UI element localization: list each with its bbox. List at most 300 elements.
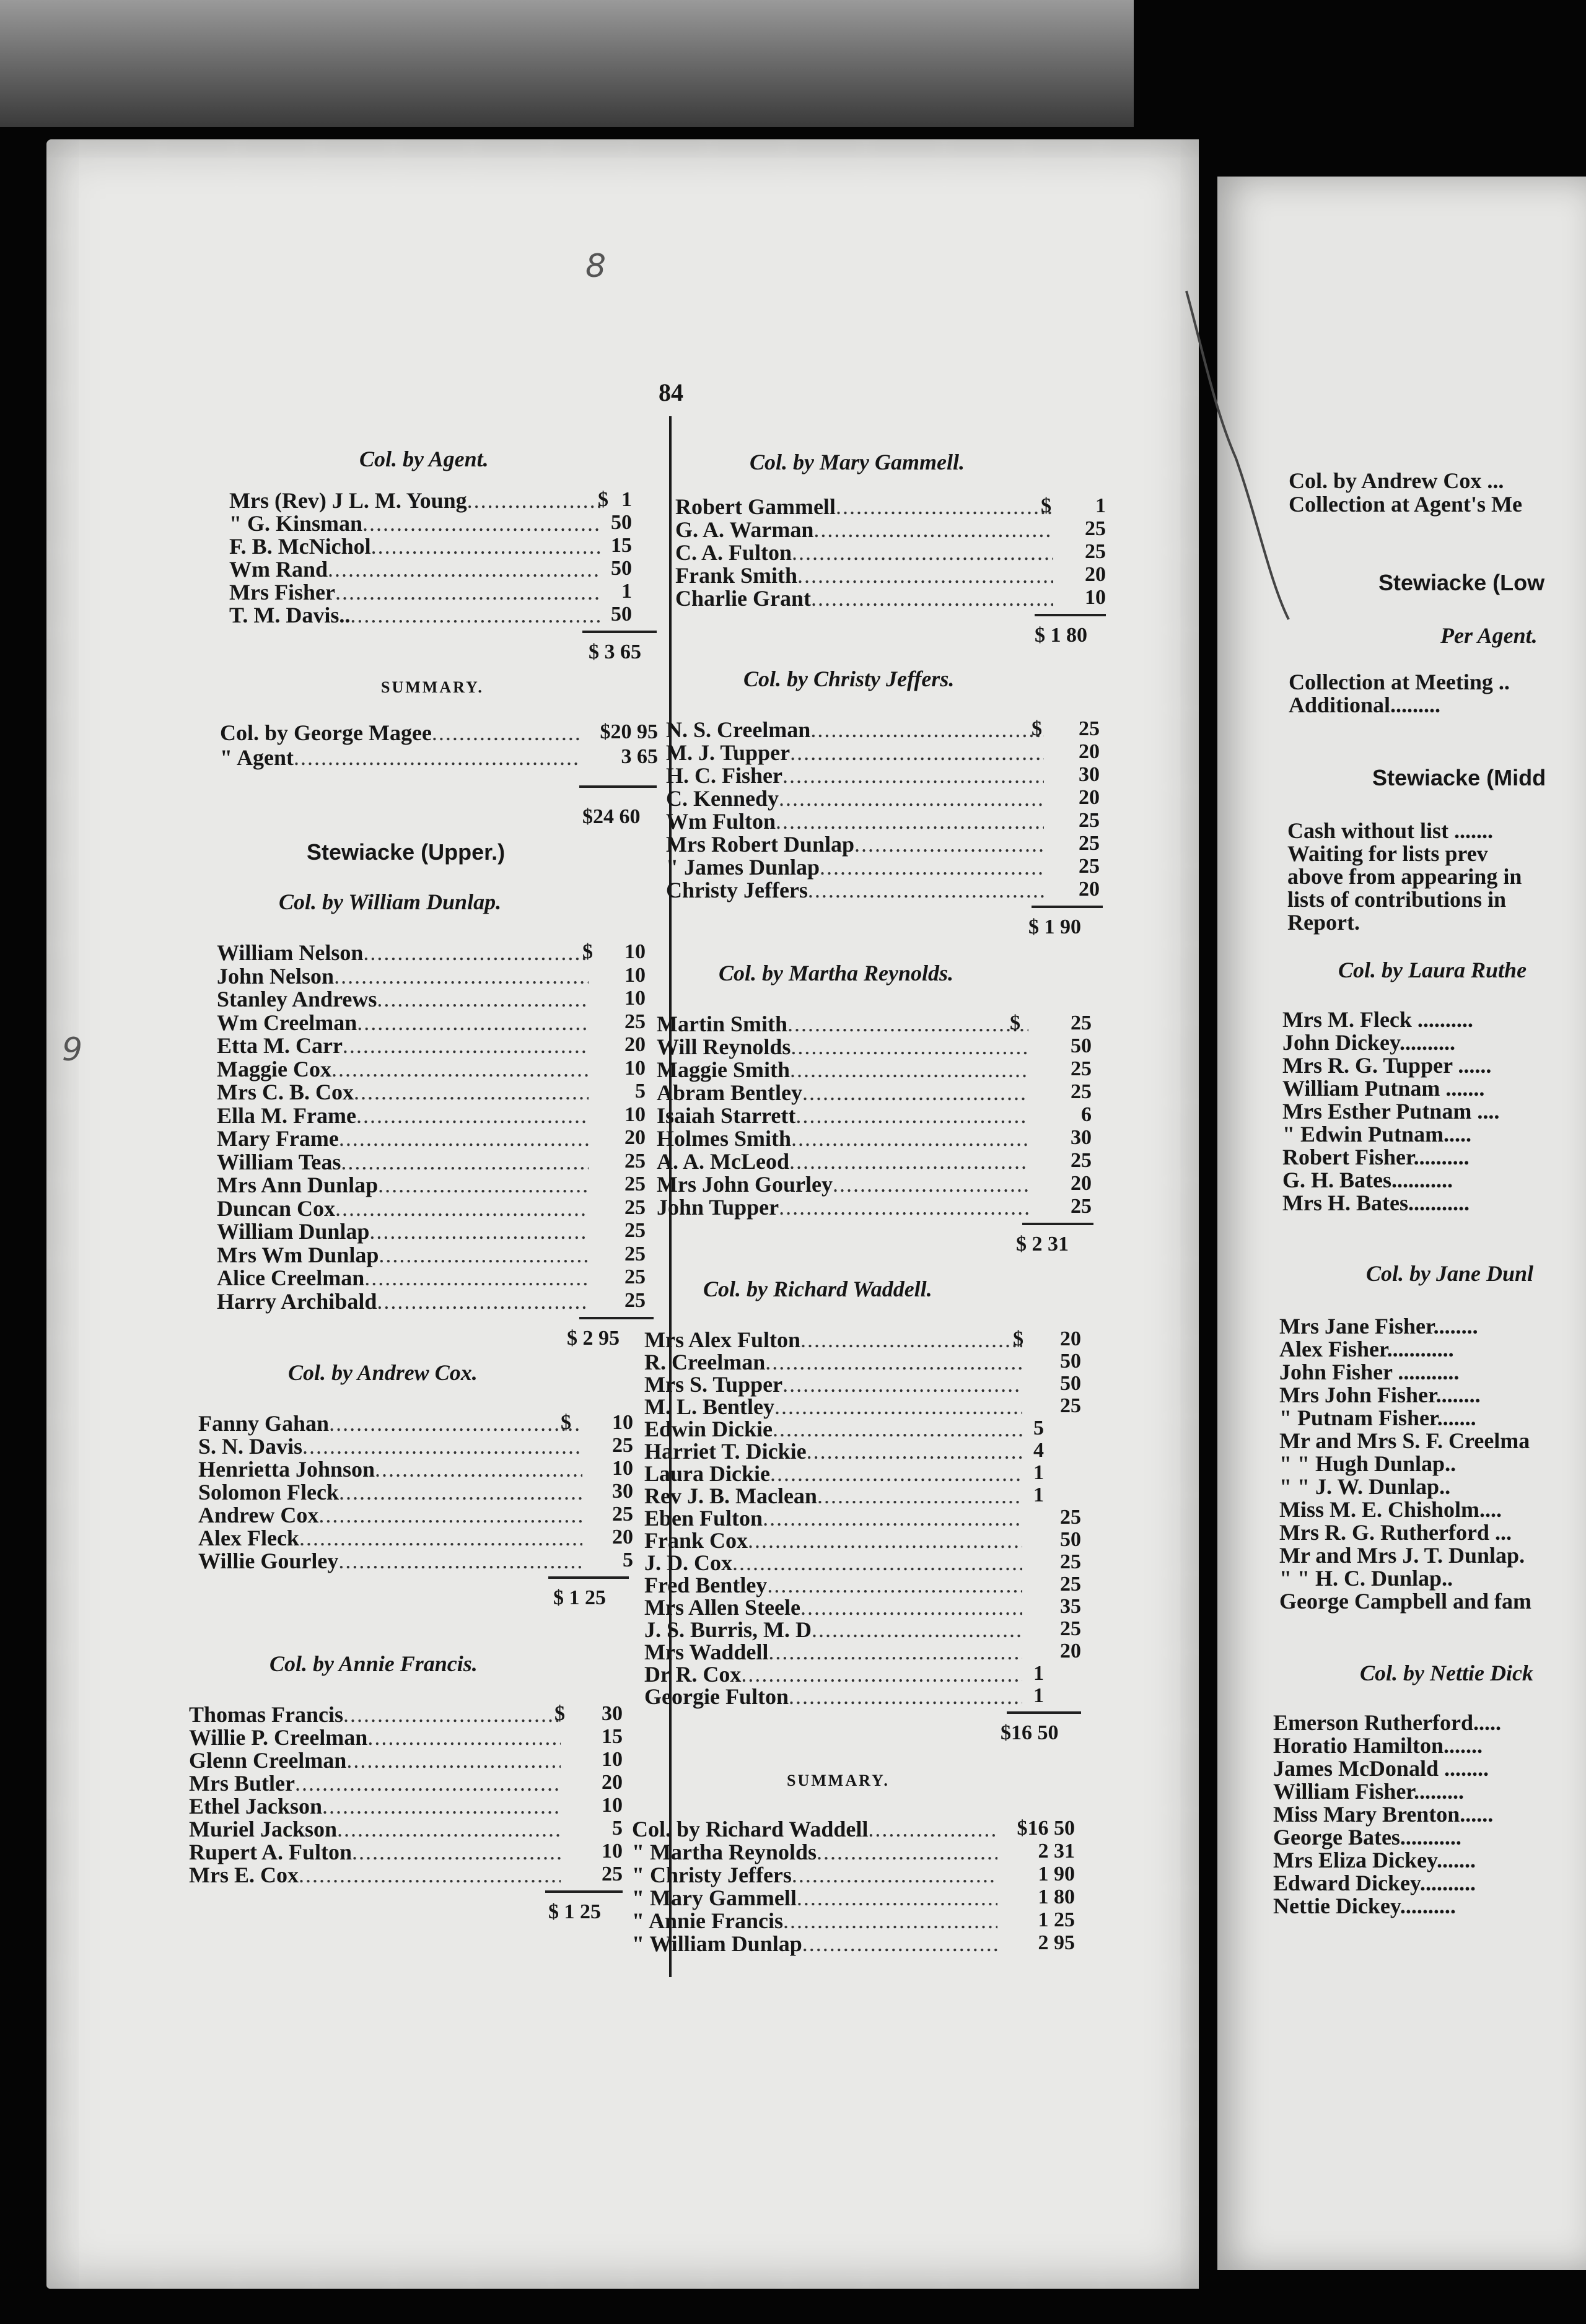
ledger-row [189,1726,561,1749]
contributor-name: Mrs C. B. Cox [217,1080,354,1104]
amount: 25 [1079,832,1100,855]
summary-row [632,1864,997,1886]
contributor-name: John Tupper [657,1195,779,1220]
contributor-name: Maggie Smith [657,1057,790,1082]
dot-leader [836,496,1053,518]
block-total: $ 2 95 [567,1327,620,1350]
ledger-row [666,810,1044,832]
ledger-row [198,1412,582,1435]
section-heading: Col. by Jane Dunl [1366,1261,1534,1286]
ledger-row [657,1196,1028,1218]
amount: 25 [624,1242,646,1265]
truncated-line: Emerson Rutherford..... [1273,1710,1501,1735]
dot-leader [334,965,589,987]
truncated-line: Horatio Hamilton....... [1273,1733,1483,1758]
ledger-row [217,1290,589,1313]
dot-leader [790,741,1044,764]
summary-row [220,746,579,769]
dot-leader [377,988,589,1010]
dot-leader [868,1818,997,1840]
amount: 20 [624,1126,646,1149]
contributor-name: Andrew Cox [198,1503,319,1527]
truncated-line: Nettie Dickey.......... [1273,1894,1456,1918]
section-title: Stewiacke (Midd [1372,765,1546,790]
dot-leader [329,1412,582,1435]
truncated-line: Mr and Mrs J. T. Dunlap. [1279,1543,1525,1568]
truncated-line: " Edwin Putnam..... [1282,1122,1472,1147]
amount: 1 [621,580,632,603]
contributor-name: " William Dunlap [632,1931,802,1956]
dollar-sign: $ [1013,1327,1023,1350]
ledger-row [644,1485,1022,1507]
amount: 25 [1079,809,1100,832]
amount: 1 80 [1038,1885,1075,1908]
contributor-name: " Martha Reynolds [632,1840,817,1864]
contributor-name: Willie P. Creelman [189,1725,368,1750]
total-rule [1007,1711,1081,1714]
contributor-name: Duncan Cox [217,1195,336,1221]
amount: 50 [611,603,632,626]
amount: 25 [1060,1550,1081,1573]
ledger-row [198,1550,582,1572]
dollar-sign: $ [1010,1011,1020,1034]
ledger-row [229,489,601,512]
ledger-row [644,1440,1022,1462]
contributor-name: " James Dunlap [666,855,820,880]
ledger-row [657,1150,1028,1173]
truncated-line: lists of contributions in [1287,887,1507,912]
ledger-row [657,1013,1028,1035]
ledger-row [217,965,589,987]
section-heading: Per Agent. [1440,623,1538,648]
amount: 25 [624,1288,646,1312]
contributor-name: Mrs (Rev) J L. M. Young [229,488,467,513]
amount: 10 [602,1840,623,1863]
contributor-name: Wm Fulton [666,809,776,834]
ledger-row [644,1685,1022,1708]
total-rule [1022,1223,1093,1225]
dot-leader [299,1527,582,1549]
truncated-line: G. H. Bates........... [1282,1168,1453,1192]
dot-leader [369,1220,589,1243]
contributor-name: Alex Fleck [198,1526,299,1550]
ledger-row [229,581,601,603]
ledger-row [229,512,601,535]
dot-leader [432,722,579,744]
dot-leader [791,1127,1028,1150]
ledger-row [229,558,601,580]
total-rule [579,1317,654,1319]
ledger-row [198,1527,582,1549]
contributor-name: Col. by George Magee [220,720,432,745]
amount: 50 [611,511,632,534]
ledger-row [657,1104,1028,1127]
ledger-row [644,1462,1022,1485]
amount: 20 [1079,878,1100,901]
contributor-name: Mrs Waddell [644,1640,769,1664]
summary-row [632,1841,997,1863]
amount: 25 [624,1173,646,1195]
dot-leader [767,1574,1022,1596]
contributor-name: H. C. Fisher [666,763,782,788]
truncated-line: Mrs Jane Fisher........ [1279,1314,1478,1339]
ledger-row [666,719,1044,741]
amount: 20 [1071,1172,1092,1195]
summary-row [632,1933,997,1955]
amount: 30 [612,1480,633,1503]
dot-leader [354,1081,589,1103]
truncated-line: Robert Fisher.......... [1282,1145,1470,1169]
amount: 25 [624,1265,646,1288]
contributor-name: Christy Jeffers [666,878,808,902]
amount: 5 [635,1080,646,1103]
contributor-name: Mrs Wm Dunlap [217,1242,379,1267]
contributor-name: C. A. Fulton [675,540,792,565]
contributor-name: Mrs Fisher [229,580,335,605]
contributor-name: William Nelson [217,940,364,965]
dot-leader [363,941,589,964]
ledger-row [189,1749,561,1771]
pencil-line [1186,291,1289,619]
ledger-row [198,1435,582,1457]
contributor-name: Mrs Butler [189,1771,295,1796]
amount: 15 [602,1725,623,1748]
amount: 10 [624,963,646,987]
amount: 10 [1085,586,1106,609]
contributor-name: Dr R. Cox [644,1662,742,1687]
ledger-row [217,1127,589,1150]
dot-leader [748,1529,1022,1552]
dot-leader [377,1290,589,1313]
contributor-name: G. A. Warman [675,517,814,542]
contributor-name: Maggie Cox [217,1056,331,1081]
ledger-row [657,1173,1028,1195]
amount: 20 [1079,740,1100,763]
dot-leader [791,1036,1028,1058]
ledger-row [189,1864,561,1886]
page-number: 84 [659,378,683,406]
amount: 25 [1085,517,1106,540]
ledger-row [217,1034,589,1057]
block-total: $16 50 [1001,1721,1059,1744]
dot-leader [787,1013,1028,1035]
ledger-row [189,1818,561,1840]
amount: 30 [602,1702,623,1725]
dot-leader [339,1127,589,1150]
ledger-row [644,1418,1022,1440]
ledger-row [217,1151,589,1173]
truncated-line: " " H. C. Dunlap.. [1279,1566,1453,1591]
dollar-sign: $ [598,488,608,511]
total-rule [548,1576,629,1579]
amount: 5 [1033,1417,1044,1439]
amount: 25 [1060,1617,1081,1640]
amount: 15 [611,534,632,557]
contributor-name: Holmes Smith [657,1126,792,1151]
contributor-name: J. S. Burris, M. D [644,1617,812,1642]
ledger-row [189,1841,561,1863]
contributor-name: M. J. Tupper [666,740,791,765]
block-total: $ 2 31 [1016,1233,1069,1256]
dot-leader [795,1104,1028,1127]
ledger-row [644,1329,1022,1351]
contributor-name: Mrs Allen Steele [644,1595,800,1620]
contributor-name: Laura Dickie [644,1461,770,1486]
amount: 20 [1060,1640,1081,1662]
amount: 25 [1071,1057,1092,1080]
dot-leader [800,1596,1022,1618]
block-total: $ 1 25 [553,1586,606,1609]
contributor-name: Ella M. Frame [217,1103,356,1128]
truncated-line: Mrs R. G. Rutherford ... [1279,1520,1512,1545]
amount: 25 [1071,1011,1092,1034]
amount: 25 [624,1219,646,1242]
contributor-name: Will Reynolds [657,1034,791,1059]
amount: 5 [623,1549,633,1571]
ledger-row [666,833,1044,855]
amount: 10 [602,1748,623,1771]
dot-leader [774,1396,1022,1418]
dot-leader [802,1933,997,1955]
dot-leader [797,1887,997,1909]
summary-heading: SUMMARY. [787,1771,890,1789]
contributor-name: Alice Creelman [217,1265,365,1290]
truncated-line: William Putnam ....... [1282,1076,1485,1101]
amount: 10 [624,1103,646,1126]
amount: 25 [1071,1195,1092,1218]
dot-leader [352,1841,561,1863]
contributor-name: " Agent [220,745,294,770]
dot-leader [343,1703,561,1726]
dot-leader [765,1351,1022,1373]
truncated-line: Mrs M. Fleck .......... [1282,1007,1473,1032]
contributor-name: William Dunlap [217,1219,370,1244]
ledger-row [644,1663,1022,1685]
truncated-line: John Fisher ........... [1279,1360,1460,1384]
truncated-line: Mrs John Fisher........ [1279,1383,1481,1407]
dot-leader [732,1552,1022,1574]
dot-leader [782,764,1044,787]
amount: 30 [1071,1126,1092,1149]
section-heading: Col. by Agent. [359,447,489,471]
amount: 25 [602,1863,623,1885]
ledger-row [198,1504,582,1526]
amount: 30 [1079,763,1100,786]
amount: 25 [1060,1573,1081,1596]
contributor-name: Mrs S. Tupper [644,1372,783,1397]
contributor-name: Abram Bentley [657,1080,802,1105]
contributor-name: C. Kennedy [666,786,779,811]
amount: 35 [1060,1595,1081,1618]
amount: 25 [1071,1080,1092,1103]
contributor-name: Fred Bentley [644,1573,768,1597]
truncated-line: Collection at Meeting .. [1289,670,1510,694]
amount: 25 [1060,1506,1081,1529]
contributor-name: Wm Creelman [217,1010,357,1035]
contributor-name: Solomon Fleck [198,1480,340,1505]
ledger-row [217,1058,589,1080]
ledger-row [644,1596,1022,1618]
dollar-sign: $ [554,1702,565,1725]
ledger-row [217,988,589,1010]
ledger-row [644,1396,1022,1418]
contributor-name: Etta M. Carr [217,1033,343,1058]
contributor-name: A. A. McLeod [657,1149,789,1174]
dot-leader [792,1864,997,1886]
contributor-name: M. L. Bentley [644,1394,774,1419]
ledger-row [675,541,1053,564]
contributor-name: Col. by Richard Waddell [632,1817,869,1841]
ledger-row [675,518,1053,541]
truncated-line: Mrs Esther Putnam .... [1282,1099,1500,1124]
summary-row [632,1910,997,1932]
amount: 1 [1033,1461,1044,1484]
amount: 10 [602,1794,623,1817]
contributor-name: Muriel Jackson [189,1817,337,1841]
pencil-mark: 8 [585,248,607,285]
dot-leader [364,1267,589,1289]
amount: 10 [612,1411,633,1434]
truncated-line: Edward Dickey.......... [1273,1871,1476,1895]
truncated-line: Col. by Andrew Cox ... [1289,468,1504,493]
contributor-name: Stanley Andrews [217,987,377,1011]
contributor-name: Isaiah Starrett [657,1103,796,1128]
ledger-row [666,741,1044,764]
dot-leader [379,1244,589,1266]
total-rule [579,785,657,788]
dot-leader [339,1481,582,1503]
contributor-name: Martin Smith [657,1011,787,1036]
dot-leader [367,1726,561,1749]
amount: 25 [1085,540,1106,563]
pencil-stroke [1177,273,1363,644]
amount: $20 95 [600,720,658,743]
contributor-name: Mary Frame [217,1126,339,1151]
amount: 2 31 [1038,1840,1075,1863]
contributor-name: R. Creelman [644,1350,766,1374]
ledger-row [217,1197,589,1220]
truncated-line: Waiting for lists prev [1287,841,1488,866]
ledger-row [189,1772,561,1794]
truncated-line: " " Hugh Dunlap.. [1279,1451,1457,1476]
amount: 25 [1071,1149,1092,1172]
contributor-name: Harry Archibald [217,1288,377,1314]
contributor-name: Wm Rand [229,557,328,582]
total-rule [545,1890,623,1893]
ledger-row [198,1458,582,1480]
amount: 1 [1033,1662,1044,1685]
amount: 3 65 [621,745,658,768]
dollar-sign: $ [561,1411,571,1434]
ledger-row [644,1507,1022,1529]
dot-leader [338,1550,582,1572]
amount: 10 [624,1056,646,1080]
total-rule [1035,614,1106,616]
truncated-line: Report. [1287,910,1360,935]
dot-leader [318,1504,582,1526]
ledger-row [217,1244,589,1266]
amount: 50 [1060,1350,1081,1373]
ledger-row [666,787,1044,810]
truncated-line: Alex Fisher............ [1279,1337,1454,1361]
contributor-name: Rev J. B. Maclean [644,1483,817,1508]
ledger-row [644,1574,1022,1596]
dot-leader [779,787,1044,810]
contributor-name: Rupert A. Fulton [189,1840,353,1864]
contributor-name: William Teas [217,1149,341,1174]
ledger-row [644,1373,1022,1396]
amount: 25 [1079,717,1100,740]
dot-leader [789,1150,1028,1173]
contributor-name: Mrs Ann Dunlap [217,1173,379,1197]
contributor-name: Glenn Creelman [189,1748,347,1773]
ledger-row [198,1481,582,1503]
contributor-name: N. S. Creelman [666,717,811,742]
contributor-name: Fanny Gahan [198,1411,330,1436]
truncated-line: Miss M. E. Chisholm.... [1279,1497,1502,1522]
dollar-sign: $ [1032,717,1042,740]
section-heading: Col. by Nettie Dick [1360,1661,1533,1685]
block-total: $ 3 65 [589,640,641,663]
ledger-row [229,604,601,626]
contributor-name: Frank Cox [644,1528,748,1553]
section-heading: Col. by William Dunlap. [279,889,502,914]
ledger-row [189,1703,561,1726]
section-heading: Col. by Mary Gammell. [750,450,965,474]
contributor-name: " Mary Gammell [632,1885,797,1910]
dot-leader [356,1104,589,1127]
dot-leader [802,1081,1028,1104]
dot-leader [768,1641,1022,1663]
contributor-name: Henrietta Johnson [198,1457,375,1482]
contributor-name: S. N. Davis [198,1434,303,1459]
amount: 50 [1060,1372,1081,1395]
dot-leader [375,1458,582,1480]
ledger-row [217,1104,589,1127]
ledger-row [666,879,1044,901]
dollar-sign: $ [1041,494,1051,517]
dot-leader [811,587,1053,609]
dot-leader [343,1034,589,1057]
contributor-name: " G. Kinsman [229,511,363,536]
ledger-row [217,1011,589,1034]
contributor-name: Charlie Grant [675,586,811,611]
contributor-name: Mrs E. Cox [189,1863,299,1887]
truncated-line: George Campbell and fam [1279,1589,1531,1614]
ledger-row [644,1552,1022,1574]
dot-leader [790,1059,1028,1081]
amount: 50 [1071,1034,1092,1057]
ledger-row [644,1641,1022,1663]
amount: 25 [612,1434,633,1457]
dot-leader [302,1435,582,1457]
amount: 1 [1033,1483,1044,1506]
block-total: $ 1 25 [548,1900,601,1923]
dot-leader [820,856,1044,878]
contributor-name: Willie Gourley [198,1549,339,1573]
truncated-line: Mrs R. G. Tupper ...... [1282,1053,1492,1078]
summary-row [632,1818,997,1840]
truncated-line: James McDonald ........ [1273,1756,1489,1781]
ledger-row [189,1795,561,1817]
dot-leader [357,1011,589,1034]
total-rule [1032,906,1103,908]
block-total: $ 1 80 [1035,624,1087,647]
amount: 10 [612,1457,633,1480]
amount: 50 [1060,1528,1081,1551]
amount: 1 [1033,1684,1044,1707]
truncated-line: Collection at Agent's Me [1289,492,1522,517]
